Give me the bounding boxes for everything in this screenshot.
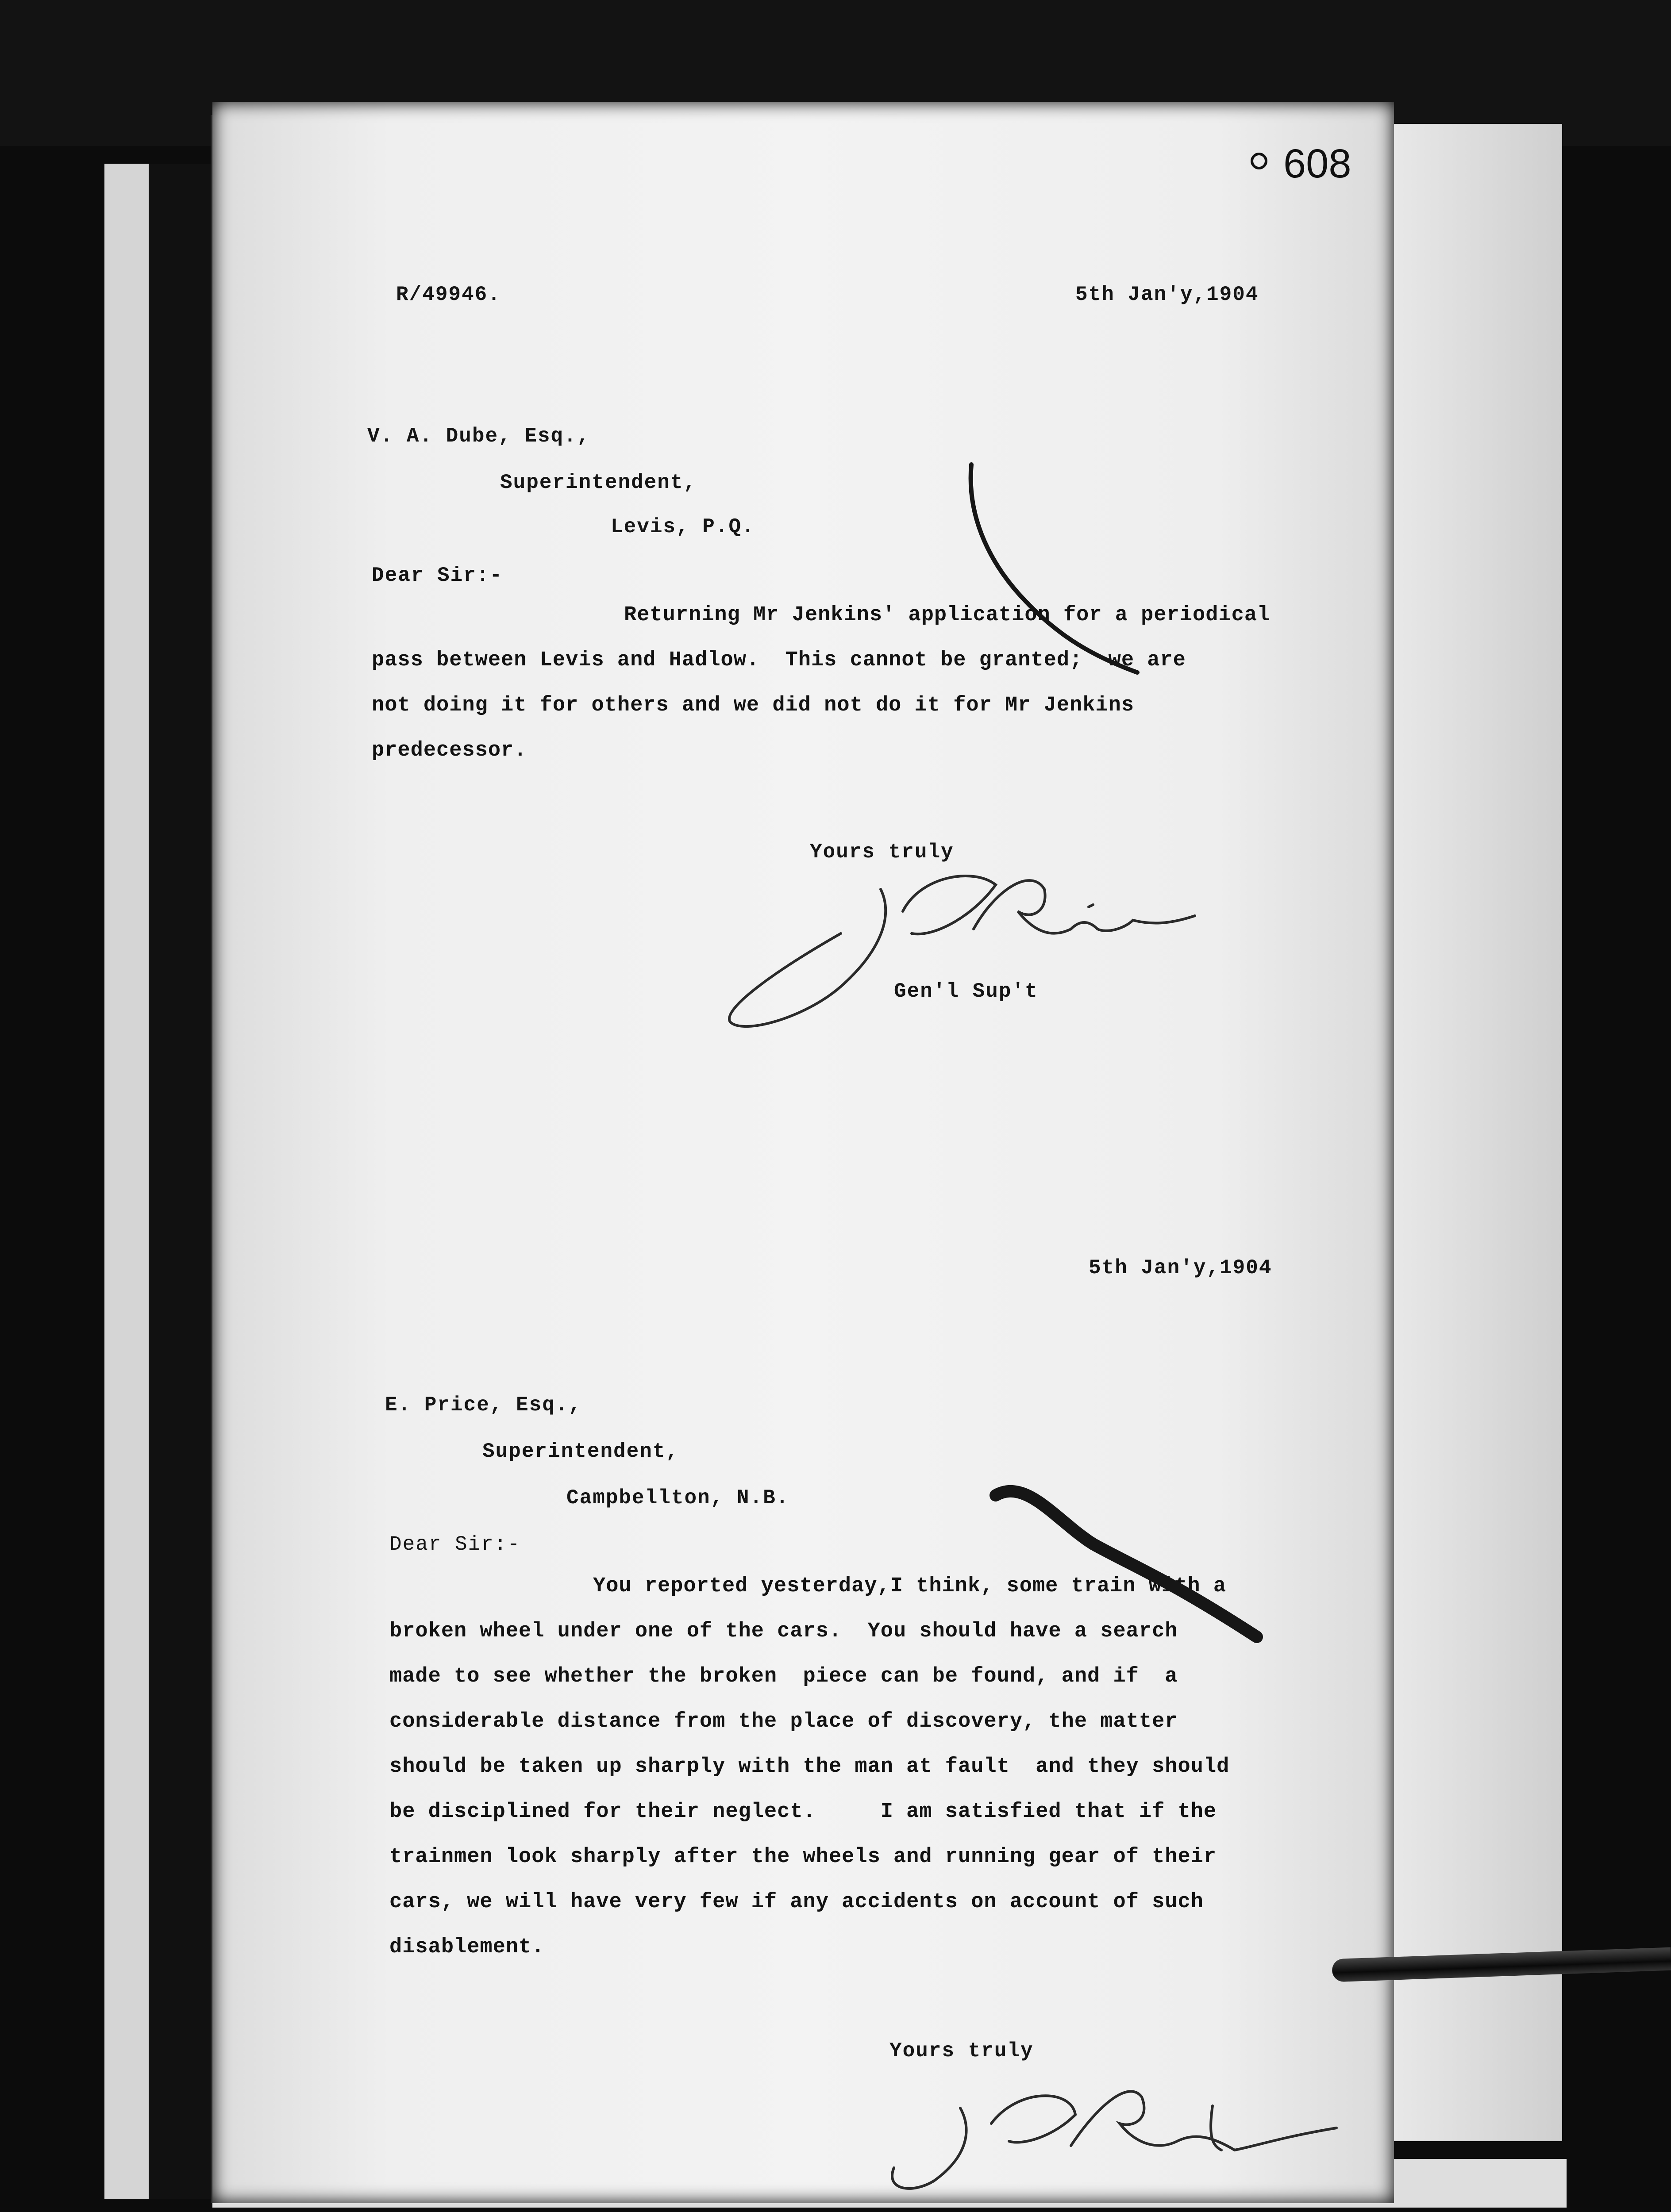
page-number: 608 — [1283, 141, 1351, 186]
letter2-body-line: cars, we will have very few if any accidents on account of such — [389, 1890, 1204, 1914]
letter1-reference: R/49946. — [396, 283, 501, 306]
letter2-body-line: trainmen look sharply after the wheels and running gear of their — [389, 1845, 1217, 1869]
letter1-body-line: pass between Levis and Hadlow. This cannot be granted; we are — [372, 649, 1186, 672]
letter1-addressee: V. A. Dube, Esq., — [367, 425, 590, 448]
letter2-salutation: Dear Sir:- — [389, 1533, 521, 1556]
letter2-body-line: made to see whether the broken piece can be found, and if a — [389, 1665, 1178, 1688]
letter2-body-line: disablement. — [389, 1936, 545, 1959]
letter1-salutation: Dear Sir:- — [372, 564, 503, 587]
letter1-date: 5th Jan'y,1904 — [1075, 283, 1259, 306]
letter2-body-line: considerable distance from the place of discovery, the matter — [389, 1710, 1178, 1733]
letter2-body-line: should be taken up sharply with the man at fault and they should — [389, 1755, 1230, 1778]
pen-stroke-mark — [996, 1491, 1257, 1637]
letter2-body-line: You reported yesterday,I think, some train with a — [593, 1575, 1227, 1598]
signature-jeprice-1 — [729, 876, 1195, 1026]
letter2-addressee-title: Superintendent, — [482, 1440, 679, 1463]
letter2-date: 5th Jan'y,1904 — [1089, 1256, 1272, 1279]
letter2-body-line: be disciplined for their neglect. I am satisfied that if the — [389, 1800, 1217, 1824]
letter1-signature-role: Gen'l Sup't — [894, 980, 1038, 1003]
pen-stroke-mark — [971, 465, 1137, 672]
letter2-body-line: broken wheel under one of the cars. You should have a search — [389, 1620, 1178, 1643]
letter1-closing: Yours truly — [810, 841, 954, 864]
letter2-closing: Yours truly — [889, 2039, 1034, 2062]
letter1-body-line: Returning Mr Jenkins' application for a periodical — [624, 603, 1271, 627]
letter1-addressee-title: Superintendent, — [500, 471, 697, 494]
letter1-body-line: not doing it for others and we did not do it for Mr Jenkins — [372, 694, 1135, 717]
letter2-addressee: E. Price, Esq., — [385, 1394, 582, 1417]
letter1-addressee-place: Levis, P.Q. — [611, 515, 755, 538]
signature-jeprice-2 — [892, 2091, 1336, 2189]
letter1-body-line: predecessor. — [372, 739, 527, 762]
letter2-addressee-place: Campbellton, N.B. — [566, 1486, 789, 1509]
